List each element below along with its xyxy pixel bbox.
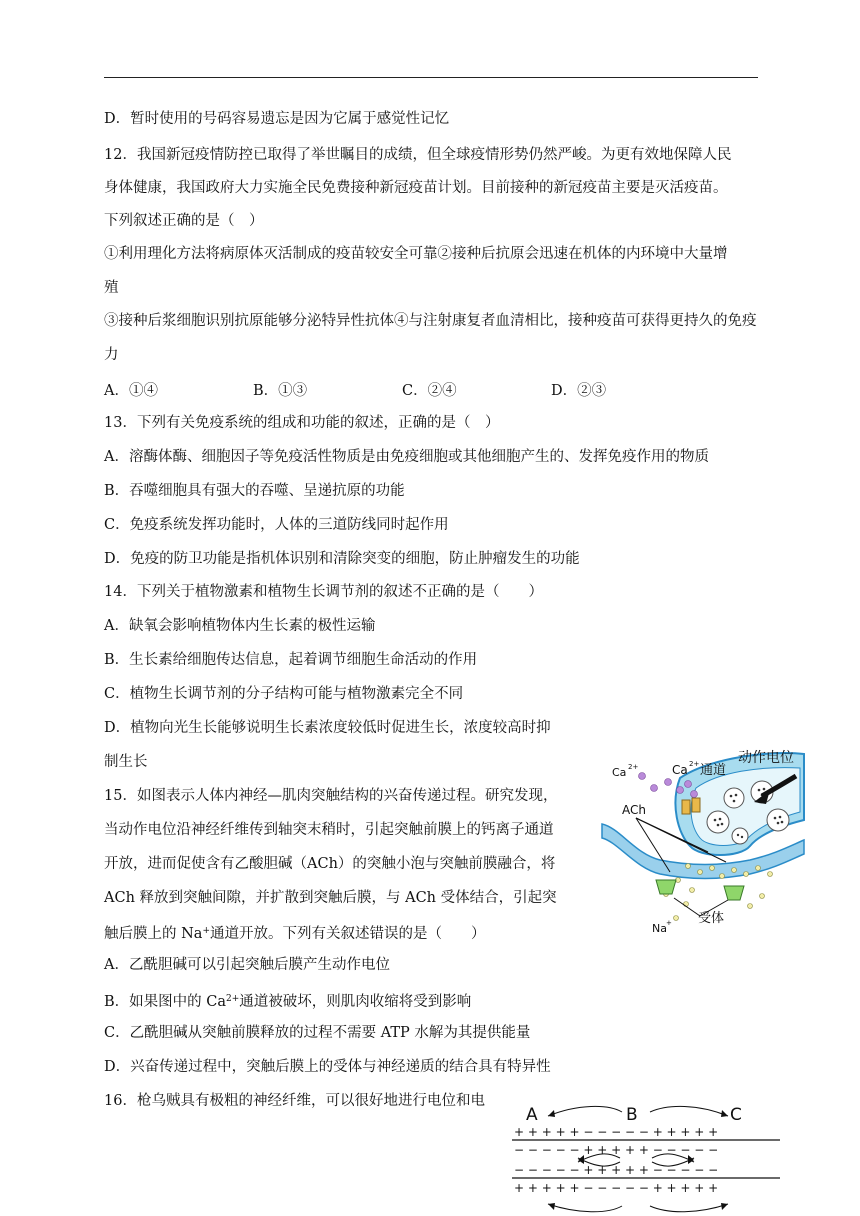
ca-ion-label: Ca (612, 766, 627, 779)
vesicle (732, 828, 748, 844)
q13-option-d: D．免疫的防卫功能是指机体识别和清除突变的细胞，防止肿瘤发生的功能 (104, 551, 580, 567)
q14-option-c: C．植物生长调节剂的分子结构可能与植物激素完全不同 (104, 686, 464, 702)
q12-option-c: C．②④ (402, 383, 457, 399)
ca-channel-superscript: 2+ (689, 760, 700, 768)
q13-stem: 13．下列有关免疫系统的组成和功能的叙述，正确的是（ ） (104, 415, 500, 431)
q15-option-b-post: 通道被破坏，则肌肉收缩将受到影响 (239, 994, 472, 1010)
point-c-label: C (730, 1105, 742, 1125)
q14-option-d-line-1: D．植物向光生长能够说明生长素浓度较低时促进生长，浓度较高时抑 (104, 720, 551, 736)
q16-stem: 16．枪乌贼具有极粗的神经纤维，可以很好地进行电位和电 (104, 1093, 485, 1109)
q11-option-d: D．暂时使用的号码容易遗忘是因为它属于感觉性记忆 (104, 111, 450, 127)
vesicle (724, 788, 744, 808)
q12-stem-line-3: 下列叙述正确的是（ ） (104, 213, 264, 229)
q12-option-d: D．②③ (551, 383, 607, 399)
charge-row-1: + + + + + − − − − − + + + + + (514, 1125, 719, 1139)
na-label: Na (652, 922, 667, 934)
vesicle (707, 811, 729, 833)
q15-option-d: D．兴奋传递过程中，突触后膜上的受体与神经递质的结合具有特异性 (104, 1059, 551, 1075)
q14-stem: 14．下列关于植物激素和植物生长调节剂的叙述不正确的是（ ） (104, 584, 543, 600)
q15-option-c: C．乙酰胆碱从突触前膜释放的过程不需要 ATP 水解为其提供能量 (104, 1025, 531, 1041)
q12-stem-line-2: 身体健康，我国政府大力实施全民免费接种新冠疫苗计划。目前接种的新冠疫苗主要是灭活疫苗。 (104, 180, 728, 196)
na-superscript: + (202, 926, 210, 936)
q15-option-b-pre: B．如果图中的 Ca (104, 994, 227, 1010)
synapse-figure (600, 742, 806, 934)
ca-superscript: 2+ (226, 994, 240, 1004)
q12-option-a: A．①④ (104, 383, 158, 399)
na-superscript-label: + (666, 919, 672, 927)
point-b-label: B (626, 1105, 638, 1125)
q14-option-a: A．缺氧会影响植物体内生长素的极性运输 (104, 618, 376, 634)
q15-option-a: A．乙酰胆碱可以引起突触后膜产生动作电位 (104, 957, 390, 973)
q12-statement-line-2: 殖 (104, 280, 119, 296)
vesicle (767, 809, 789, 831)
q15-stem-line-1: 15．如图表示人体内神经—肌肉突触结构的兴奋传递过程。研究发现， (104, 788, 558, 804)
q12-stem-line-1: 12．我国新冠疫情防控已取得了举世瞩目的成绩，但全球疫情形势仍然严峻。为更有效地保障人民 (104, 147, 732, 163)
q15-stem-line-2: 当动作电位沿神经纤维传到轴突末稍时，引起突触前膜上的钙离子通道 (104, 822, 554, 838)
channel-label: 通道 (700, 763, 727, 778)
charge-row-4: + + + + + − − − − − + + + + + (514, 1181, 719, 1195)
charge-row-2: − − − − − + + + + + − − − − − (514, 1143, 719, 1157)
receptor-icon (656, 880, 676, 894)
q15-stem-post: 通道开放。下列有关叙述错误的是（ ） (210, 926, 486, 942)
q14-option-d-line-2: 制生长 (104, 754, 148, 770)
header-rule (104, 77, 758, 78)
ach-label: ACh (622, 803, 646, 817)
q12-statement-line-1: ①利用理化方法将病原体灭活制成的疫苗较安全可靠②接种后抗原会迅速在机体的内环境中大量增 (104, 246, 728, 262)
q12-statement-line-4: 力 (104, 347, 119, 363)
q15-stem-pre: 触后膜上的 Na (104, 926, 203, 942)
action-potential-label: 动作电位 (738, 750, 794, 766)
ca-channel-icon (682, 800, 690, 814)
q13-option-c: C．免疫系统发挥功能时，人体的三道防线同时起作用 (104, 517, 449, 533)
q13-option-a: A．溶酶体酶、细胞因子等免疫活性物质是由免疫细胞或其他细胞产生的、发挥免疫作用的物质 (104, 449, 709, 465)
ca-channel-label: Ca (672, 763, 688, 777)
q15-stem-line-5 (104, 921, 486, 944)
q15-stem-line-4: ACh 释放到突触间隙，并扩散到突触后膜，与 ACh 受体结合，引起突 (104, 890, 557, 906)
q15-option-b (104, 989, 471, 1012)
receptor-label: 受体 (698, 911, 725, 926)
ca-ion-superscript: 2+ (628, 763, 639, 771)
receptor-icon (724, 886, 744, 900)
q12-option-b: B．①③ (253, 383, 308, 399)
charge-row-3: − − − − − + + + + + − − − − − (514, 1163, 719, 1177)
nerve-fiber-figure (508, 1100, 784, 1214)
q13-option-b: B．吞噬细胞具有强大的吞噬、呈递抗原的功能 (104, 483, 405, 499)
q14-option-b: B．生长素给细胞传达信息，起着调节细胞生命活动的作用 (104, 652, 478, 668)
point-a-label: A (526, 1105, 538, 1125)
q15-stem-line-3: 开放，进而促使含有乙酸胆碱（ACh）的突触小泡与突触前膜融合，将 (104, 856, 556, 872)
q12-statement-line-3: ③接种后浆细胞识别抗原能够分泌特异性抗体④与注射康复者血清相比，接种疫苗可获得更持久的免疫 (104, 313, 757, 329)
